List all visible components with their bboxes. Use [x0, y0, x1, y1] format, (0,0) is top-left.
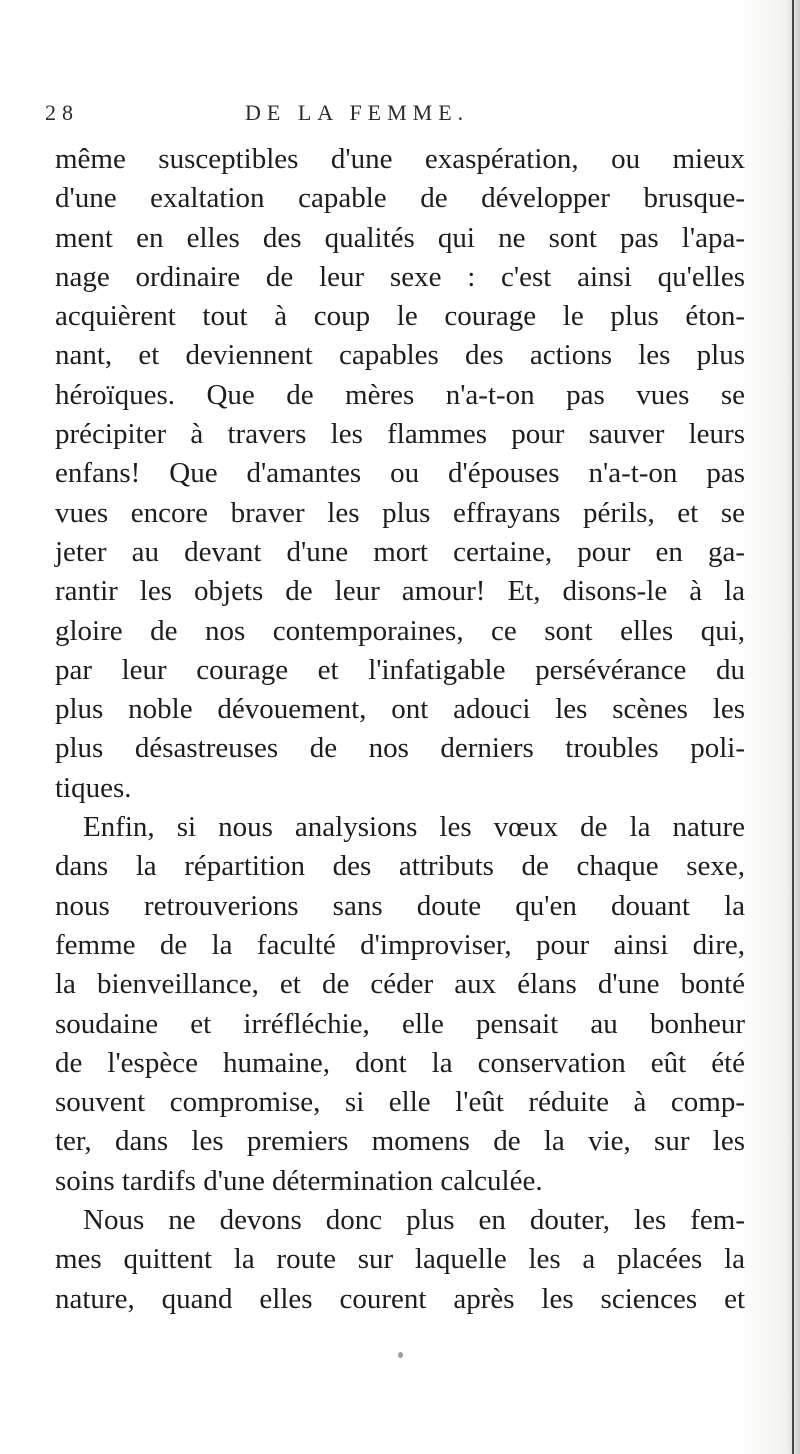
text-line: par leur courage et l'infatigable persévérance du [55, 653, 745, 686]
text-line: souvent compromise, si elle l'eût réduite à comp- [55, 1086, 745, 1119]
body-text [55, 140, 745, 1319]
text-line: la bienveillance, et de céder aux élans d'une bonté [55, 968, 745, 1001]
text-line: tiques. [55, 771, 132, 804]
text-line: nage ordinaire de leur sexe : c'est ainsi qu'elles [55, 260, 745, 293]
running-head [45, 100, 745, 128]
text-line: même susceptibles d'une exaspération, ou mieux [55, 143, 745, 175]
text-line: plus désastreuses de nos derniers troubles poli- [55, 732, 745, 765]
text-line: précipiter à travers les flammes pour sauver leurs [55, 418, 745, 451]
text-line: acquièrent tout à coup le courage le plus éton- [55, 300, 745, 333]
text-line: enfans! Que d'amantes ou d'épouses n'a-t-on pas [55, 457, 745, 490]
text-line: soudaine et irréfléchie, elle pensait au bonheur [55, 1007, 745, 1040]
text-line: gloire de nos contemporaines, ce sont elles qui, [55, 614, 745, 647]
text-line: rantir les objets de leur amour! Et, disons-le à la [55, 575, 745, 608]
text-line: ter, dans les premiers momens de la vie, sur les [55, 1125, 745, 1158]
paragraph-start-line: Enfin, si nous analysions les vœux de la nature [83, 811, 745, 844]
page-edge-line [792, 0, 794, 1454]
page-number: 28 [45, 100, 79, 125]
text-line: nature, quand elles courent après les sciences et [55, 1282, 745, 1315]
text-line: plus noble dévouement, ont adouci les scènes les [55, 693, 745, 726]
text-line: ment en elles des qualités qui ne sont pas l'apa- [55, 221, 745, 254]
ink-speck [398, 1352, 403, 1358]
text-line: femme de la faculté d'improviser, pour ainsi dire, [55, 928, 745, 961]
text-line: de l'espèce humaine, dont la conservation eût été [55, 1046, 745, 1079]
running-title: DE LA FEMME. [245, 100, 470, 125]
text-line: mes quittent la route sur laquelle les a placées la [55, 1243, 745, 1276]
text-line: jeter au devant d'une mort certaine, pour en ga- [55, 535, 745, 568]
text-line: nant, et deviennent capables des actions les plus [55, 339, 745, 372]
text-line: d'une exaltation capable de développer brusque- [55, 182, 745, 215]
text-line: vues encore braver les plus effrayans périls, et se [55, 496, 745, 529]
text-line: soins tardifs d'une détermination calculée. [55, 1164, 543, 1197]
text-line: héroïques. Que de mères n'a-t-on pas vues se [55, 378, 745, 411]
paragraph-start-line: Nous ne devons donc plus en douter, les fem- [83, 1204, 745, 1237]
text-line: nous retrouverions sans doute qu'en douant la [55, 889, 745, 922]
text-line: dans la répartition des attributs de chaque sexe, [55, 850, 745, 883]
